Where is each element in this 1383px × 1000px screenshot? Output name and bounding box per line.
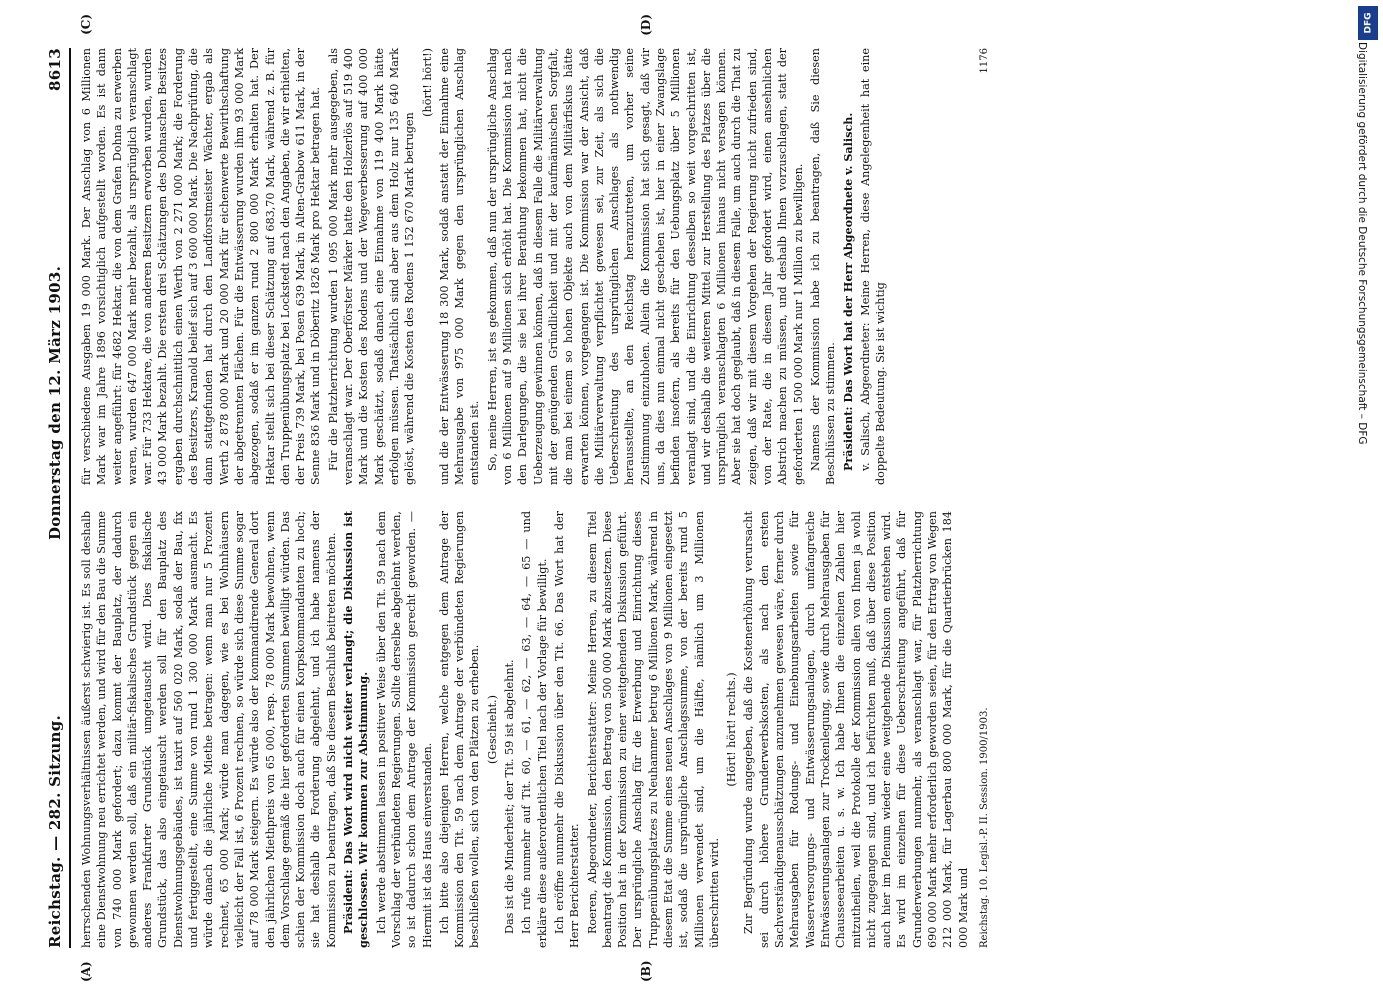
paragraph: Das ist die Minderheit; der Tit. 59 ist abgelehnt. [503,659,517,934]
paragraph: und die der Entwässerung 18 300 Mark, sodaß anstatt der Einnahme eine Mehrausgabe von 975 000 Mark gegen den ursprünglichen Anschlag entstanden ist. [437,48,482,485]
paragraph: Ich bitte also diejenigen Herren, welche entgegen dem Antrage der Kommission den Tit. 59 nach dem Antrage der verbündeten Regierungen beschließen wollen, sich von den Plätzen zu erheben. [437,511,482,948]
paragraph: Ich eröffne nunmehr die Diskussion über den Tit. 66. Das Wort hat der Herr Berichterstatter. [552,511,582,948]
footer-sheet-number: 1176 [978,48,990,74]
paragraph: Ich rufe nunmehr auf Tit. 60, — 61, — 62, — 63, — 64, — 65 — und erkläre diese außerordentlichen Titel nach der Vorlage für bewilligt. [520,511,549,948]
paragraph: Präsident: Das Wort hat der Herr Abgeordnete v. Salisch. [840,112,855,471]
rotated-page-content [40,14,1340,982]
interjection: (Geschieht.) [485,695,499,764]
paragraph: herrschenden Wohnungsverhältnissen äußerst schwierig ist. Es soll deshalb eine Dienstwohnung neu errichtet werden, und wird für den Bau die Summe von 740 000 Mark gefordert; dazu kommt der Bauplatz, der dadurch gewonnen werden soll, daß ein militär-fiskalisches Grundstück gegen ein anderes Frankfurter Grundstück umgetauscht wird. Dies fiskalische Grundstück, das also eingetauscht werden soll für den Bauplatz des Dienstwohnungsgebäudes, ist taxirt auf 560 020 Mark, sodaß der Bau, fix und fertiggestellt, eine Summe von rund 1 300 000 Mark ausmacht. Es würde danach die jährliche Miethe betragen: wenn man nur 5 Prozent rechnet, 65 000 Mark; würde man dagegen, wie es bei Wohnhäusern vielleicht der Fall ist, 6 Prozent rechnen, so würde sich diese Summe sogar auf 78 000 Mark steigern. Es würde also der kommandirende General dort den jährlichen Miethpreis von 65 000, resp. 78 000 Mark bewohnen, wenn dem Vorschlage gemäß die hier geforderten Summen bewilligt würden. Das schien der Kommission doch auch für einen Korpskommandanten zu hoch; sie hat deshalb die Forderung abgelehnt, und ich habe namens der Kommission zu beantragen, daß Sie diesem Beschluß beitreten möchten. [80,511,338,948]
header-left: Reichstag. — 282. Sitzung. [46,714,64,948]
column-left [79,511,973,982]
paragraph: Zur Begründung wurde angegeben, daß die Kostenerhöhung verursacht sei durch höhere Grunderwerbskosten, als nach den ersten Sachverständigenausschätzungen anzunehmen gewesen wäre, ferner durch Mehrausgaben für Rodungs- und Einebnungsarbeiten sowie für Wasserversorgungs- und Entwässerungsanlagen, durch umfangreiche Entwässerungsanlagen zur Trockenlegung, sowie durch Mehrausgaben für Chausseearbeiten u. s. w. Ich habe Ihnen die einzelnen Zahlen hier mitzutheilen, weil die Protokolle der Kommission allen von Ihnen ja wohl nicht zugegangen sind, und ich befürchten muß, daß über diese Position auch hier im Plenum wieder eine weitgehende Diskussion entstehen wird. Es wird im einzelnen für diese Ueberschreitung angeführt, daß für Grunderwerbungen nunmehr, als veranschlagt war, für Platzherrichtung 690 000 Mark mehr erforderlich geworden seien, für den Ertrag von Wegen 212 000 Mark, für Lagerbau 800 000 Mark, für die Quartierbrücken 184 000 Mark und [742,511,970,948]
page-number: 8613 [46,48,64,91]
dfg-logo-icon: DFG [1358,6,1378,40]
paragraph: Ich werde abstimmen lassen in positiver Weise über den Tit. 59 nach dem Vorschlag der verbündeten Regierungen. Sollte derselbe abgelehnt werden, so ist dadurch schon dem Antrage der Kommission gerecht geworden. — Hiermit ist das Haus einverstanden. [374,511,434,948]
paragraph: Für die Platzherrichtung wurden 1 095 000 Mark mehr ausgegeben, als veranschlagt war. Der Oberförster Märker hatte den Holzerlös auf 519 400 Mark und die Kosten des Rodens und der Wegeverbesserung auf 400 000 Mark geschätzt, sodaß danach eine Einnahme von 119 400 Mark hätte erfolgen müssen. Thatsächlich sind aber aus dem Holz nur 135 640 Mark gelöst, während die Kosten des Rodens 1 152 670 Mark betrugen [326,48,417,485]
page-header [46,48,71,948]
marker-a: (A) [79,961,93,982]
paragraph: v. Salisch, Abgeordneter: Meine Herren, diese Angelegenheit hat eine doppelte Bedeutung. Sie ist wichtig [858,48,888,485]
marker-b: (B) [639,960,653,982]
text-columns [79,14,973,982]
paragraph: So, meine Herren, ist es gekommen, daß nun der ursprüngliche Anschlag von 6 Millionen auf 9 Millionen sich erhöht hat. Die Kommission hat nach den Darlegungen, die sie bei ihrer Berathung bekommen hat, nicht die Ueberzeugung gewinnen können, daß in diesem Falle die Militärverwaltung mit der genügenden Gründlichkeit und mit der kaufmännischen Sorgfalt, die man bei einem so hohen Objekte auch von dem Militärfiskus hätte erwarten können, vorgegangen ist. Die Kommission war der Ansicht, daß die Militärverwaltung verpflichtet gewesen sei, zur Zeit, als sich die Ueberschreitung des ursprünglichen Anschlages als nothwendig herausstellte, an den Reichstag heranzutreten, um vorher seine Zustimmung einzuholen. Allein die Kommission hat sich gesagt, daß wir uns, da dies nun einmal nicht geschehen ist, hier in einer Zwangslage befinden insofern, als bereits für den Uebungsplatz über 5 Millionen veranlagt sind, und die Einrichtung desselben so weit vorgeschritten ist, und wir deshalb die weiteren Mittel zur Herstellung des Platzes über die ursprünglich veranschlagten 6 Millionen hinaus nicht versagen können. Aber sie hat doch geglaubt, daß in diesem Falle, um auch durch die That zu zeigen, daß wir mit diesem Vorgehen der Regierung nicht zufrieden sind, von der Rate, die in diesem Jahr gefordert wird, einen ansehnlichen Abstrich machen zu müssen, und deshalb Ihnen vorzuschlagen, statt der geforderten 1 500 000 Mark nur 1 Million zu bewilligen. [485,48,805,485]
marker-c: (C) [79,14,93,35]
interjection: (hört! hört!) [420,48,434,117]
header-date: Donnerstag den 12. März 1903. [46,265,64,541]
digitization-credit: Digitalisierung gefördert durch die Deutsche Forschungsgemeinschaft – DFG [1356,42,1368,445]
interjection: (Hört! hört! rechts.) [725,672,739,787]
column-right [79,14,973,485]
page-footer [979,48,990,948]
paragraph: Präsident: Das Wort wird nicht weiter verlangt; die Diskussion ist geschlossen. Wir kommen zur Abstimmung. [341,511,371,948]
marker-d: (D) [639,14,653,36]
paragraph: für verschiedene Ausgaben 19 000 Mark. Der Anschlag von 6 Millionen Mark war im Jahre 1896 vorsichtiglich aufgestellt worden. Es ist dann weiter angeführt: für 4682 Hektar, die von dem Grafen Dohna zu erwerben waren, wurden 647 000 Mark mehr bezahlt, als ursprünglich veranschlagt war. Für 733 Hektare, die von anderen Besitzern erworben wurden, wurden 43 000 Mark bezahlt. Die ersten drei Schätzungen des Dohnaschen Besitzes ergaben durchschnittlich einen Werth von 2 271 000 Mark; die Forderung des Besitzers, Kranold belief sich auf 3 600 000 Mark. Die Nachprüfung, die dann stattgefunden hat durch den Landforstmeister Wächter, ergab als Werth 2 878 000 Mark und 20 000 Mark für eichenwerte Bewirthschaftung der abgetrennten Flächen. Für die Entwässerung wurden ihm 93 000 Mark abgezogen, sodaß er im ganzen rund 2 800 000 Mark erhalten hat. Der Hektar stellt sich bei dieser Schätzung auf 683,70 Mark, während z. B. für den Truppenübungsplatz bei Lockstedt nach den Angaben, die wir erhielten, der Preis 739 Mark, bei Posen 639 Mark, in Alten-Grabow 611 Mark, in der Senne 836 Mark und in Döberitz 1826 Mark pro Hektar betragen hat. [80,48,323,485]
paragraph: Namens der Kommission habe ich zu beantragen, daß Sie diesen Beschlüssen zu stimmen. [808,48,838,485]
paragraph: Roeren, Abgeordneter, Berichterstatter: Meine Herren, zu diesem Titel beantragt die Kommission, den Betrag von 500 000 Mark abzusetzen. Diese Position hat in der Kommission zu einer weitgehenden Diskussion geführt. Der ursprüngliche Anschlag für die Erwerbung und Einrichtung dieses Truppenübungsplatzes zu Neuhammer betrug 6 Millionen Mark, während in diesem Etat die Summe eines neuen Anschlages von 9 Millionen eingesetzt ist, sodaß die ursprüngliche Anschlagssumme, von der bereits rund 5 Millionen verwendet sind, um die Hälfte, nämlich um 3 Millionen überschritten wird. [585,511,721,948]
footer-session: Reichstag. 10. Legisl.-P. II. Session. 1900/1903. [978,707,990,948]
